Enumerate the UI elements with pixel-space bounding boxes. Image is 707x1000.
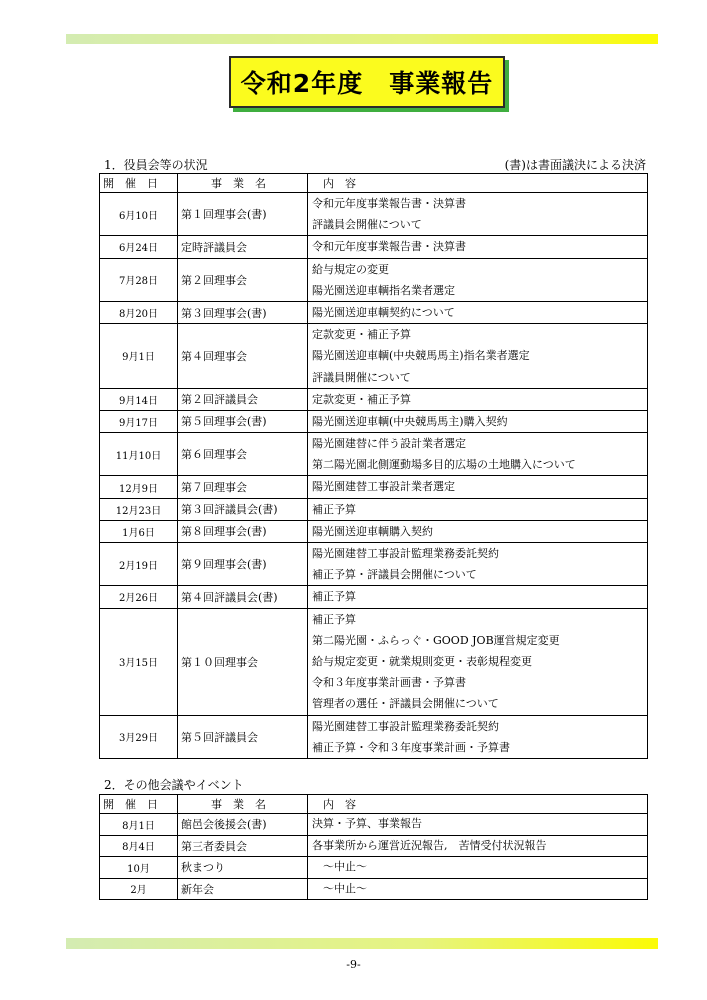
page-title: 令和2年度 事業報告 [240,69,494,98]
row-event-name: 第２回評議員会 [178,388,308,410]
content-line: 管理者の選任・評議員会開催について [312,697,499,711]
table-row [100,715,648,758]
row-event-name: 第三者委員会 [178,835,308,857]
content-line: 第二陽光園北側運動場多目的広場の土地購入について [312,458,576,472]
table-row [100,258,648,301]
row-content [308,498,648,520]
row-content [308,543,648,586]
row-content [308,388,648,410]
row-date: 12月9日 [100,476,178,498]
content-line: 陽光園建替工事設計業者選定 [312,480,455,494]
section1-title: 1．役員会等の状況 [104,158,208,172]
table-row [100,586,648,608]
header-name: 事 業 名 [178,795,308,814]
row-date: 3月15日 [100,608,178,715]
content-line: 補正予算 [312,502,356,516]
content-line: 陽光園送迎車輌購入契約 [312,524,433,538]
row-date: 8月20日 [100,301,178,323]
row-content [308,476,648,498]
table-row [100,476,648,498]
table-row [100,608,648,715]
content-line: 第二陽光園・ふらっぐ・GOOD JOB運営規定変更 [312,633,560,647]
content-line: 給与規定変更・就業規則変更・表彰規程変更 [312,654,532,668]
other-events-table [99,794,648,900]
table-row [100,301,648,323]
row-content [308,608,648,715]
row-event-name: 第３回理事会(書) [178,301,308,323]
row-date: 3月29日 [100,715,178,758]
table-header-row [100,795,648,814]
header-date: 開 催 日 [100,795,178,814]
board-meetings-table [99,173,648,759]
table-row [100,878,648,900]
header-name: 事 業 名 [178,174,308,193]
content-line: 給与規定の変更 [312,262,389,276]
row-content [308,835,648,857]
content-line: 定款変更・補正予算 [312,328,411,342]
row-date: 10月 [100,857,178,879]
table-row [100,543,648,586]
row-event-name: 第４回理事会 [178,324,308,389]
table-row [100,433,648,476]
row-event-name: 第９回理事会(書) [178,543,308,586]
content-line: 陽光園建替工事設計監理業務委託契約 [312,719,499,733]
row-date: 9月14日 [100,388,178,410]
row-date: 2月26日 [100,586,178,608]
content-line: 補正予算 [312,612,356,626]
content-line: 補正予算 [312,590,356,604]
row-content [308,715,648,758]
row-content [308,586,648,608]
section2-title: 2．その他会議やイベント [104,778,244,792]
row-content [308,236,648,258]
content-line: 令和元年度事業報告書・決算書 [312,197,466,210]
row-event-name: 新年会 [178,878,308,900]
row-event-name: 第３回評議員会(書) [178,498,308,520]
row-event-name: 第１回理事会(書) [178,193,308,236]
row-date: 9月17日 [100,410,178,432]
row-date: 7月28日 [100,258,178,301]
row-content [308,324,648,389]
table-row [100,236,648,258]
section1-note: (書)は書面議決による決済 [504,158,646,172]
row-content [308,814,648,836]
header-content: 内 容 [308,795,648,814]
row-date: 8月1日 [100,814,178,836]
row-date: 2月19日 [100,543,178,586]
row-date: 6月10日 [100,193,178,236]
row-content [308,433,648,476]
table-header-row [100,174,648,193]
content-line: 補正予算・評議員会開催について [312,568,477,582]
content-line: ～中止～ [312,860,367,873]
content-line: 陽光園送迎車輌(中央競馬馬主)指名業者選定 [312,349,530,363]
content-line: 陽光園建替工事設計監理業務委託契約 [312,547,499,560]
row-content [308,193,648,236]
table-row [100,324,648,389]
content-line: 決算・予算、事業報告 [312,817,422,830]
row-event-name: 秋まつり [178,857,308,879]
row-content [308,301,648,323]
page-title-box [229,56,505,108]
header-content: 内 容 [308,174,648,193]
content-line: 陽光園送迎車輌(中央競馬馬主)購入契約 [312,414,508,428]
page-number: -9- [346,958,361,971]
table-row [100,835,648,857]
row-date: 11月10日 [100,433,178,476]
bottom-decorative-bar [66,938,658,949]
row-content [308,878,648,900]
content-line: ～中止～ [312,881,367,895]
row-event-name: 第１０回理事会 [178,608,308,715]
content-line: 評議員開催について [312,370,411,384]
content-line: 各事業所から運営近況報告, 苦情受付状況報告 [312,838,547,852]
row-event-name: 第２回理事会 [178,258,308,301]
other-events-body [100,814,648,900]
row-content [308,857,648,879]
row-date: 2月 [100,878,178,900]
table-row [100,193,648,236]
content-line: 令和元年度事業報告書・決算書 [312,240,466,254]
row-event-name: 第６回理事会 [178,433,308,476]
content-line: 定款変更・補正予算 [312,392,411,406]
content-line: 陽光園送迎車輌指名業者選定 [312,283,455,297]
row-event-name: 館邑会後援会(書) [178,814,308,836]
content-line: 陽光園送迎車輌契約について [312,305,455,319]
row-event-name: 第８回理事会(書) [178,520,308,542]
header-date: 開 催 日 [100,174,178,193]
row-event-name: 定時評議員会 [178,236,308,258]
top-decorative-bar [66,34,658,44]
table-row [100,857,648,879]
table-row [100,388,648,410]
row-content [308,520,648,542]
row-date: 8月4日 [100,835,178,857]
row-event-name: 第４回評議員会(書) [178,586,308,608]
row-content [308,258,648,301]
row-date: 6月24日 [100,236,178,258]
row-date: 12月23日 [100,498,178,520]
table-row [100,814,648,836]
board-meetings-body [100,193,648,759]
content-line: 評議員会開催について [312,218,422,232]
row-event-name: 第７回理事会 [178,476,308,498]
row-event-name: 第５回理事会(書) [178,410,308,432]
content-line: 陽光園建替に伴う設計業者選定 [312,437,466,451]
row-content [308,410,648,432]
content-line: 補正予算・令和３年度事業計画・予算書 [312,740,510,754]
row-date: 9月1日 [100,324,178,389]
table-row [100,410,648,432]
row-date: 1月6日 [100,520,178,542]
row-event-name: 第５回評議員会 [178,715,308,758]
table-row [100,520,648,542]
content-line: 令和３年度事業計画書・予算書 [312,676,466,690]
table-row [100,498,648,520]
